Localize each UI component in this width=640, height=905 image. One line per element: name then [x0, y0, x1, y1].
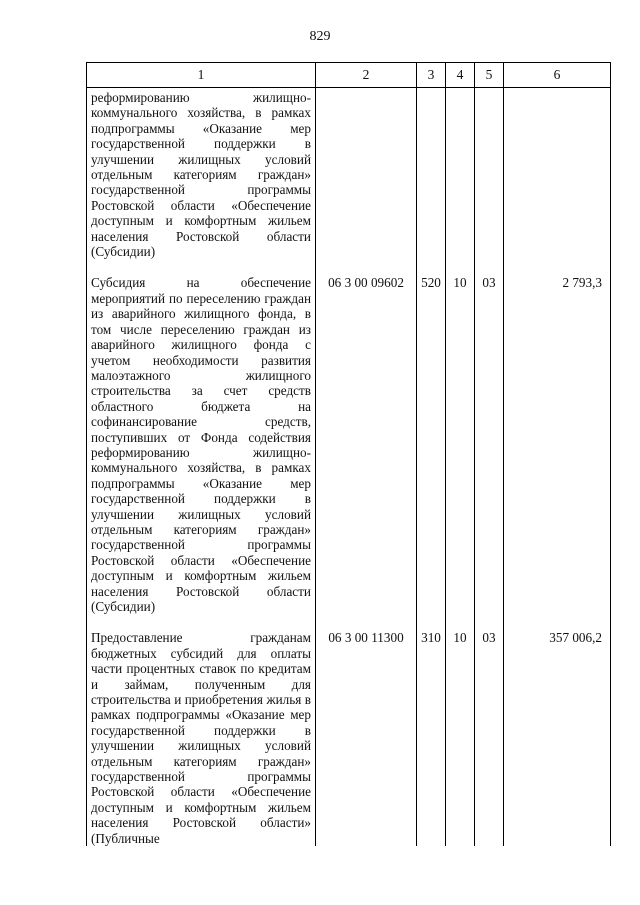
row-vr-cell: 520 [417, 275, 446, 614]
row-spacer [87, 614, 611, 630]
header-col-4: 4 [446, 63, 475, 88]
header-row [87, 63, 611, 88]
header-col-5: 5 [475, 63, 504, 88]
row-rz-cell [446, 88, 475, 260]
row-spacer [87, 259, 611, 275]
table-header [87, 63, 611, 88]
row-name-cell: реформированию жилищно-коммунального хозяйства, в рамках подпрограммы «Оказание мер государственной поддержки в улучшении жилищных условий отдельным категориям граждан» государственной программы Ростовской области «Обеспечение доступным и комфортным жильем населения Ростовской области (Субсидии) [87, 88, 316, 260]
row-name-cell: Предоставление гражданам бюджетных субсидий для оплаты части процентных ставок по кредитам и займам, полученным для строительства и приобретения жилья в рамках подпрограммы «Оказание мер государственной поддержки в улучшении жилищных условий отдельным категориям граждан» государственной программы Ростовской области «Обеспечение доступным и комфортным жильем населения Ростовской области» (Публичные [87, 630, 316, 846]
row-sum-cell [504, 88, 611, 260]
row-rz-cell: 10 [446, 630, 475, 846]
row-pr-cell: 03 [475, 275, 504, 614]
header-col-3: 3 [417, 63, 446, 88]
header-col-6: 6 [504, 63, 611, 88]
table-body [87, 88, 611, 847]
row-code-cell [316, 88, 417, 260]
row-sum-cell: 357 006,2 [504, 630, 611, 846]
row-code-cell: 06 3 00 11300 [316, 630, 417, 846]
row-code-cell: 06 3 00 09602 [316, 275, 417, 614]
table-row [87, 88, 611, 260]
row-vr-cell: 310 [417, 630, 446, 846]
row-pr-cell: 03 [475, 630, 504, 846]
row-pr-cell [475, 88, 504, 260]
row-sum-cell: 2 793,3 [504, 275, 611, 614]
row-vr-cell [417, 88, 446, 260]
row-name-cell: Субсидия на обеспечение мероприятий по переселению граждан из аварийного жилищного фонда, в том числе переселению граждан из аварийного жилищного фонда с учетом необходимости развития малоэтажного жилищного строительства за счет средств областного бюджета на софинансирование средств, поступивших от Фонда содействия реформированию жилищно-коммунального хозяйства, в рамках подпрограммы «Оказание мер государственной поддержки в улучшении жилищных условий отдельным категориям граждан» государственной программы Ростовской области «Обеспечение доступным и комфортным жильем населения Ростовской области (Субсидии) [87, 275, 316, 614]
table-row [87, 275, 611, 614]
header-col-2: 2 [316, 63, 417, 88]
budget-table [86, 62, 611, 846]
header-col-1: 1 [87, 63, 316, 88]
table-row [87, 630, 611, 846]
page-number: 829 [309, 29, 331, 44]
row-rz-cell: 10 [446, 275, 475, 614]
